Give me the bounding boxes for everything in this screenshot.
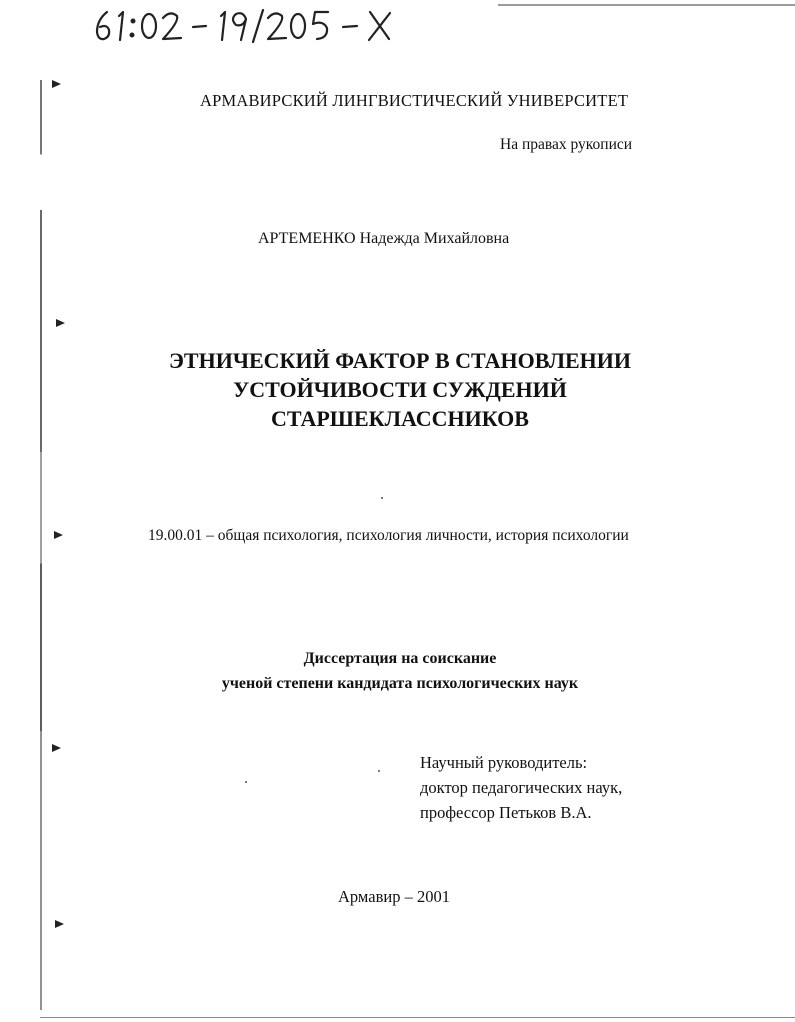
binding-mark-4 [52,744,61,752]
degree-line: Диссертация на соискание [303,650,497,667]
supervisor-info [420,750,622,825]
scan-edge-left [40,80,42,1010]
title-line: УСТОЙЧИВОСТИ СУЖДЕНИЙ [233,377,567,402]
scan-speck [381,497,383,499]
supervisor-line: Научный руководитель: [420,753,588,772]
binding-mark-5 [55,920,64,928]
scan-edge-top [498,4,795,6]
binding-mark-3 [54,531,63,539]
binding-mark-1 [52,80,61,88]
degree-statement [150,646,650,696]
supervisor-line: доктор педагогических наук, [420,778,623,797]
dissertation-title [120,346,680,433]
scan-speck [378,770,380,772]
university-name: АРМАВИРСКИЙ ЛИНГВИСТИЧЕСКИЙ УНИВЕРСИТЕТ [200,91,629,110]
binding-mark-2 [56,319,65,327]
supervisor-line: профессор Петьков В.А. [420,803,592,822]
author-name: АРТЕМЕНКО Надежда Михайловна [258,230,510,247]
scan-edge-bottom [40,1017,795,1018]
title-line: СТАРШЕКЛАССНИКОВ [271,406,529,431]
specialty-code: 19.00.01 – общая психология, психология личности, история психологии [148,527,629,544]
title-line: ЭТНИЧЕСКИЙ ФАКТОР В СТАНОВЛЕНИИ [169,348,631,373]
degree-line: ученой степени кандидата психологических наук [221,675,579,692]
manuscript-rights-note: На правах рукописи [500,136,633,153]
handwritten-archive-code [93,6,423,46]
city-and-year: Армавир – 2001 [338,887,450,906]
scan-speck [245,781,247,783]
